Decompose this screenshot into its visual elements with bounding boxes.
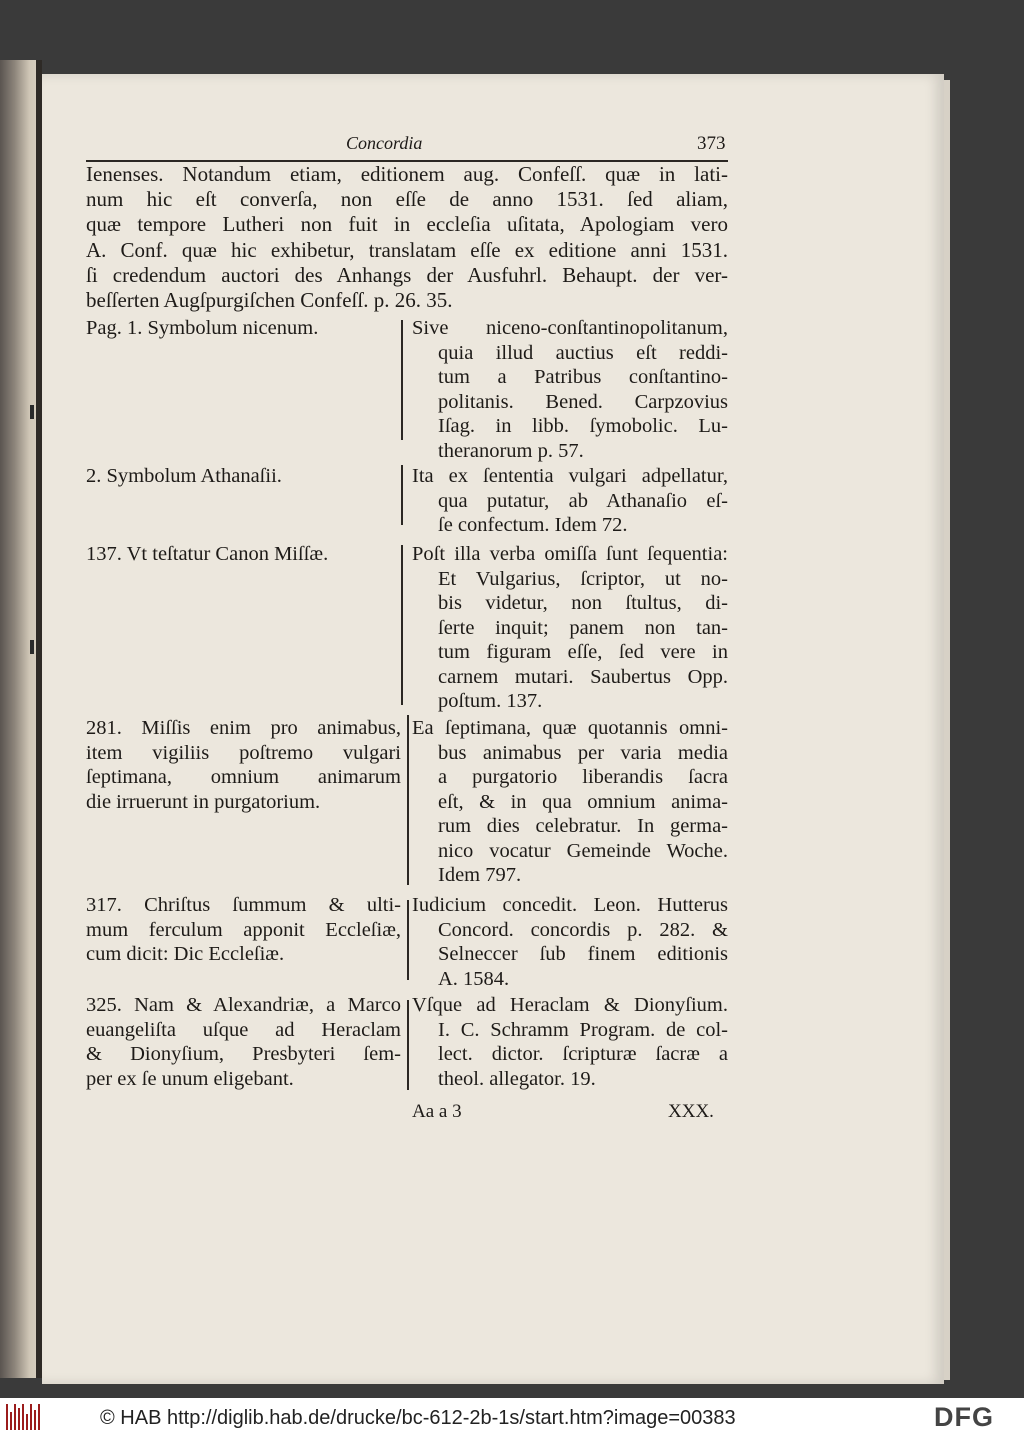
entry-right-line: ſerte inquit; panem non tan-: [438, 616, 728, 639]
entry-left-line: per ex ſe unum eligebant.: [86, 1067, 294, 1090]
entry-right-line: Selneccer ſub finem editionis: [438, 943, 728, 965]
entry-right-line: nico vocatur Gemeinde Woche.: [438, 839, 728, 862]
entry-right-line: Sive niceno-conſtantinopolitanum,: [412, 317, 728, 339]
entry-right-note: [412, 718, 728, 890]
entry-right-line: carnem mutari. Saubertus Opp.: [438, 665, 728, 688]
facing-page-edge: [0, 60, 42, 1378]
entry-right-note: [412, 995, 728, 1093]
entry-left-text: [86, 718, 401, 816]
entry-left-line: & Dionyſium, Presbyteri ſem-: [86, 1043, 401, 1065]
entry-right-line: quia illud auctius eſt reddi-: [438, 341, 728, 364]
entry-right-note: [412, 466, 728, 540]
entry-right-note: [412, 544, 728, 716]
entry-left-line: 281. Miſſis enim pro animabus,: [86, 717, 401, 739]
entry-right-note: [412, 895, 728, 993]
column-divider: [407, 1000, 409, 1090]
entry-right-line: Poſt illa verba omiſſa ſunt ſequentia:: [412, 543, 728, 565]
entry-left-line: cum dicit: Dic Eccleſiæ.: [86, 943, 285, 965]
entry-left-text: [86, 895, 401, 969]
entry-right-line: rum dies celebratur. In germa-: [438, 815, 728, 837]
edge-marker: [30, 405, 34, 419]
entry-right-line: Iſag. in libb. ſymobolic. Lu-: [438, 415, 728, 437]
intro-line: num hic eſt converſa, non eſſe de anno 1531. ſed aliam,: [86, 187, 728, 211]
footer-bar: [0, 1398, 1024, 1435]
entry-left-line: 317. Chriſtus ſummum & ulti-: [86, 894, 401, 916]
entry-right-note: [412, 318, 728, 465]
intro-line: ſi credendum auctori des Anhangs der Ausfuhrl. Behaupt. der ver-: [86, 263, 728, 287]
entry-right-line: theranorum p. 57.: [438, 439, 584, 462]
intro-line: Ienenses. Notandum etiam, editionem aug. Confeſſ. quæ in lati-: [86, 162, 728, 186]
column-divider: [401, 465, 403, 525]
entry-left-line: item vigiliis poſtremo vulgari: [86, 741, 401, 764]
entry-right-line: I. C. Schramm Program. de col-: [438, 1018, 728, 1041]
entry-left-line: ſeptimana, omnium animarum: [86, 766, 401, 788]
entry-right-line: Iudicium concedit. Leon. Hutterus: [412, 894, 728, 916]
entry-right-line: lect. dictor. ſcripturæ ſacræ a: [438, 1043, 728, 1065]
barcode-icon: [6, 1404, 46, 1430]
copyright-link[interactable]: © HAB http://diglib.hab.de/drucke/bc-612-2b-1s/start.htm?image=00383: [100, 1407, 736, 1429]
entry-left-line: 137. Vt teſtatur Canon Miſſæ.: [86, 543, 329, 565]
intro-line: quæ tempore Lutheri non fuit in eccleſia uſitata, Apologiam vero: [86, 212, 728, 236]
entry-right-line: Ea ſeptimana, quæ quotannis omni-: [412, 717, 728, 739]
signature-mark: Aa a 3: [412, 1101, 462, 1122]
entry-left-text: [86, 544, 401, 569]
entry-left-text: [86, 318, 401, 343]
entry-right-line: Ita ex ſententia vulgari adpellatur,: [412, 465, 728, 487]
entry-right-line: Et Vulgarius, ſcriptor, ut no-: [438, 567, 728, 590]
entry-right-line: ſe confectum. Idem 72.: [438, 514, 628, 536]
entry-right-line: bis videtur, non ſtultus, di-: [438, 592, 728, 614]
entry-right-line: eſt, & in qua omnium anima-: [438, 790, 728, 813]
entry-left-line: 325. Nam & Alexandriæ, a Marco: [86, 994, 401, 1016]
column-divider: [401, 545, 403, 705]
entry-right-line: theol. allegator. 19.: [438, 1067, 596, 1090]
column-divider: [407, 715, 409, 885]
column-divider: [407, 900, 409, 980]
entry-left-line: Pag. 1. Symbolum nicenum.: [86, 317, 319, 339]
entry-right-line: A. 1584.: [438, 967, 510, 990]
entry-left-line: die irruerunt in purgatorium.: [86, 790, 321, 813]
intro-line: A. Conf. quæ hic exhibetur, translatam eſſe ex editione anni 1531.: [86, 238, 728, 262]
running-title: Concordia: [346, 133, 423, 153]
entry-left-line: euangeliſta uſque ad Heraclam: [86, 1018, 401, 1041]
entry-right-line: qua putatur, ab Athanaſio eſ-: [438, 489, 728, 512]
entry-left-line: 2. Symbolum Athanaſii.: [86, 465, 282, 487]
entry-right-line: politanis. Bened. Carpzovius: [438, 390, 728, 413]
entry-left-text: [86, 466, 401, 491]
dfg-logo: DFG: [934, 1402, 994, 1432]
entry-left-text: [86, 995, 401, 1093]
entry-right-line: tum a Patribus conſtantino-: [438, 366, 728, 388]
entry-right-line: tum figuram eſſe, ſed vere in: [438, 641, 728, 663]
entry-right-line: a purgatorio liberandis ſacra: [438, 766, 728, 788]
edge-marker: [30, 640, 34, 654]
entry-right-line: Idem 797.: [438, 864, 522, 886]
page-number: 373: [697, 133, 726, 154]
entry-right-line: poſtum. 137.: [438, 690, 543, 712]
entry-right-line: bus animabus per varia media: [438, 741, 728, 764]
entry-right-line: Concord. concordis p. 282. &: [438, 918, 728, 941]
entry-right-line: Vſque ad Heraclam & Dionyſium.: [412, 994, 728, 1016]
column-divider: [401, 320, 403, 440]
entry-left-line: mum ferculum apponit Eccleſiæ,: [86, 918, 401, 941]
catchword: XXX.: [668, 1101, 714, 1122]
intro-line: beſſerten Augſpurgiſchen Confeſſ. p. 26. 35.: [86, 288, 453, 312]
